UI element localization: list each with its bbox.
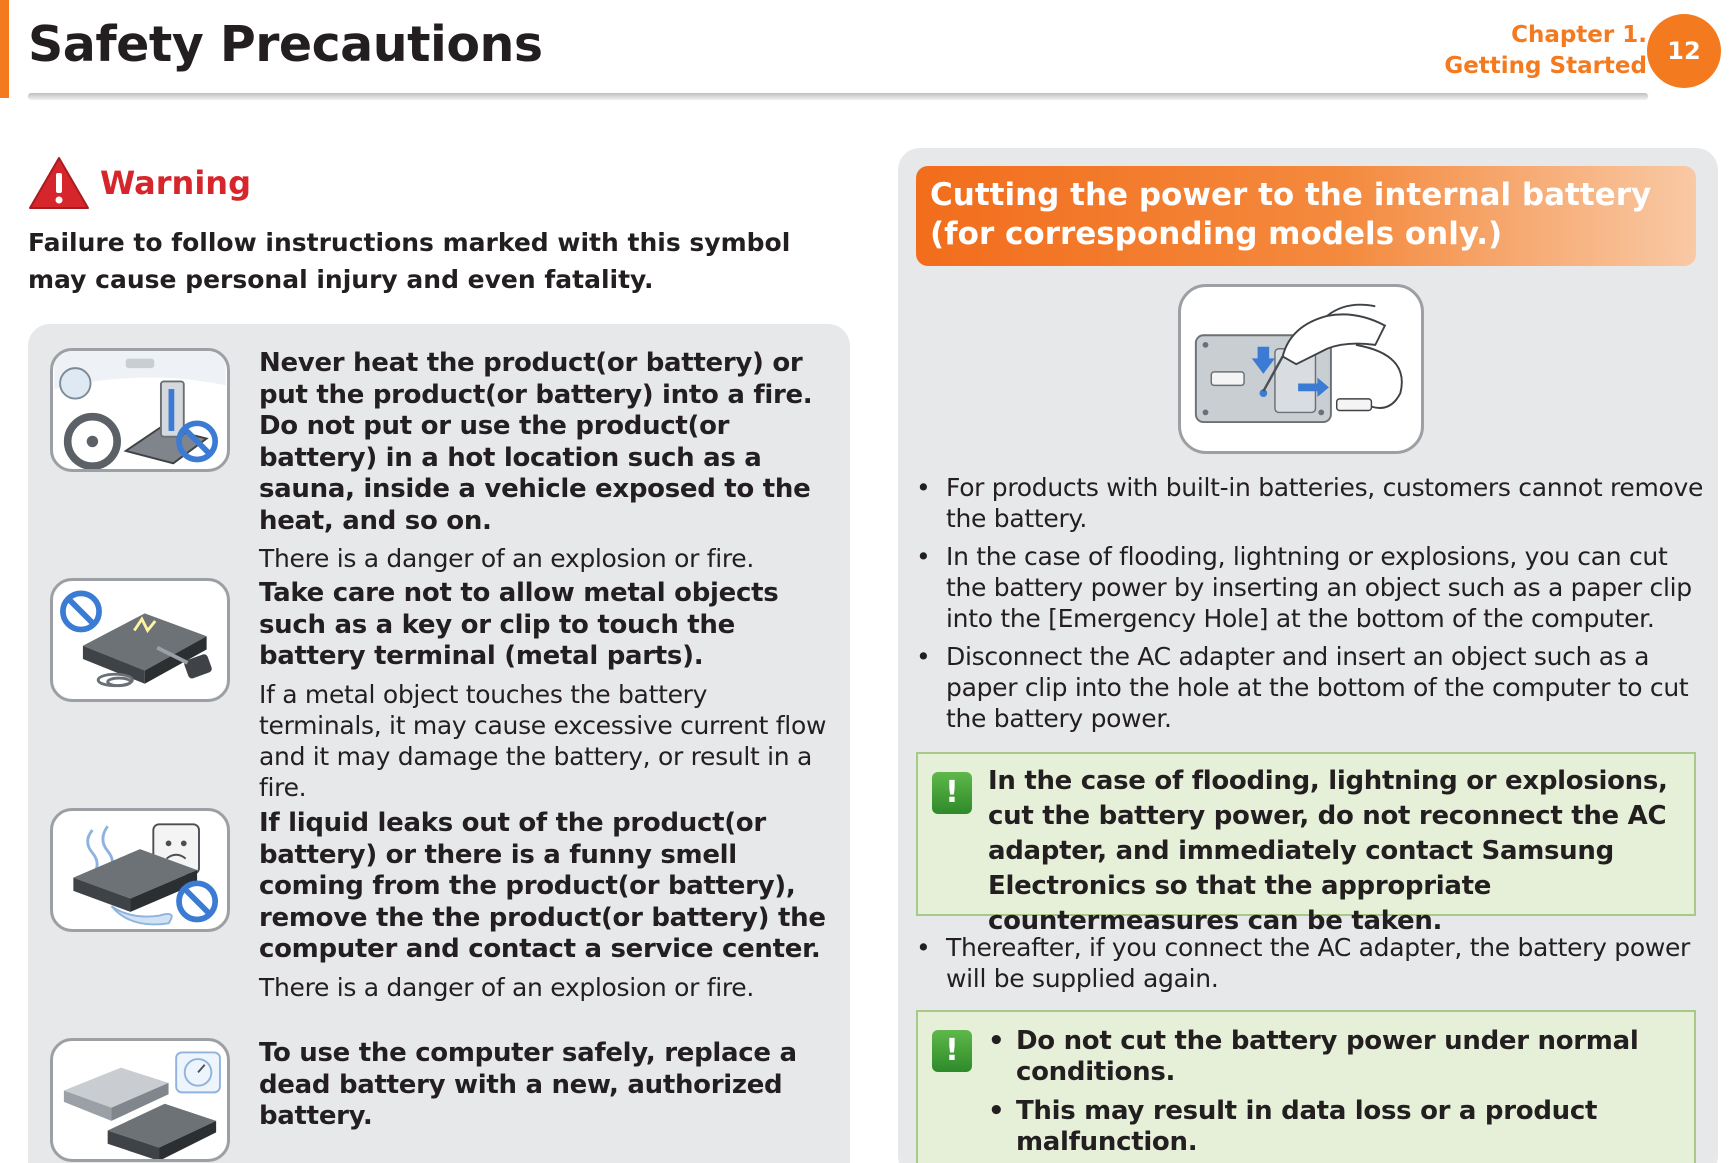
after-bullet-list (916, 932, 1706, 1001)
item-title: If liquid leaks out of the product(or battery) or there is a funny smell coming from the product(or battery), remove the the product(or battery) the computer and contact a service center. (259, 808, 826, 964)
chapter-number: Chapter 1. (1511, 22, 1647, 48)
header-accent-bar (0, 0, 9, 98)
warning-label: Warning (100, 164, 251, 202)
list-item: • For products with built-in batteries, customers cannot remove the battery. (916, 472, 1706, 534)
list-item: • This may result in data loss or a product malfunction. (988, 1096, 1694, 1158)
chapter-label (1444, 20, 1647, 82)
battery-leak-icon (50, 808, 230, 932)
header-divider (28, 93, 1648, 100)
caution-notice (916, 752, 1696, 936)
warning-intro: Failure to follow instructions marked with this symbol may cause personal injury and even fatality. (28, 228, 791, 294)
car-heat-icon (50, 348, 230, 472)
exclamation-icon: ! (932, 1030, 972, 1072)
notice-list (988, 1026, 1694, 1158)
item-description: There is a danger of an explosion or fire. (259, 972, 755, 1002)
item-description: There is a danger of an explosion or fire. (259, 544, 755, 573)
notice-text: In the case of flooding, lightning or explosions, cut the battery power, do not reconnect the AC adapter, and immediately contact Samsung Electronics so that the appropriate countermeasures can be taken. (988, 766, 1668, 936)
item-title: Never heat the product(or battery) or put the product(or battery) into a fire. Do not put or use the product(or battery) in a hot location such as a sauna, inside a vehicle exposed to the heat, and so on. (259, 348, 813, 536)
page-title: Safety Precautions (28, 16, 543, 73)
caution-notice (916, 1010, 1696, 1163)
info-bullet-list (916, 472, 1706, 741)
battery-cutoff-panel (898, 148, 1718, 1163)
warning-items-panel (28, 324, 850, 1163)
emergency-hole-icon (1181, 287, 1421, 451)
item-title: Take care not to allow metal objects such as a key or clip to touch the battery terminal (metal parts). (259, 578, 779, 671)
chapter-title: Getting Started (1444, 53, 1647, 79)
section-heading (916, 166, 1696, 266)
list-item: • In the case of flooding, lightning or explosions, you can cut the battery power by inserting an object such as a paper clip into the [Emergency Hole] at the bottom of the computer. (916, 541, 1706, 634)
item-title: To use the computer safely, replace a dead battery with a new, authorized battery. (259, 1038, 797, 1131)
emergency-hole-diagram (1178, 284, 1424, 454)
battery-metal-icon (50, 578, 230, 702)
list-item: • Disconnect the AC adapter and insert an object such as a paper clip into the hole at the bottom of the computer to cut the battery power. (916, 641, 1706, 734)
section-title-line1: Cutting the power to the internal battery (930, 177, 1652, 213)
item-description: If a metal object touches the battery terminals, it may cause excessive current flow and it may damage the battery, or result in a fire. (259, 679, 827, 802)
section-title-line2: (for corresponding models only.) (930, 216, 1503, 252)
list-item: • Do not cut the battery power under normal conditions. (988, 1026, 1694, 1088)
battery-replace-icon (50, 1038, 230, 1162)
warning-heading (28, 156, 251, 210)
list-item: • Thereafter, if you connect the AC adapter, the battery power will be supplied again. (916, 932, 1706, 994)
warning-triangle-icon (28, 156, 90, 210)
page-number-badge: 12 (1647, 14, 1721, 88)
exclamation-icon: ! (932, 772, 972, 814)
